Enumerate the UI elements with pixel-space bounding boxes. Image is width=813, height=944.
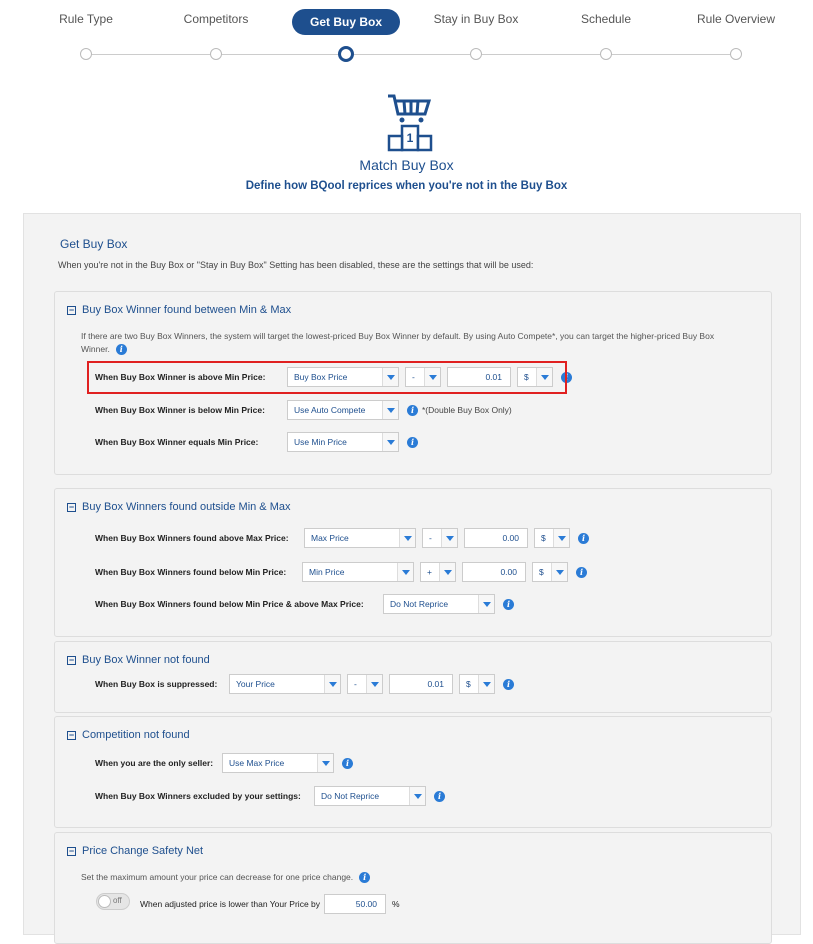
unit-select[interactable]: $ [459,674,495,694]
info-icon[interactable]: i [561,372,572,383]
operator-select[interactable]: - [347,674,383,694]
step-stay-in-buy-box[interactable]: Stay in Buy Box [433,12,519,26]
section-safety-net [54,832,772,944]
step-schedule[interactable]: Schedule [580,12,632,26]
unit-select[interactable]: $ [532,562,568,582]
info-icon[interactable]: i [434,791,445,802]
section-header[interactable] [67,845,203,857]
operator-select[interactable]: - [422,528,458,548]
toggle-knob [98,895,111,908]
only-seller-select[interactable]: Use Max Price [222,753,334,773]
highlight-box [87,361,567,394]
step-dot[interactable] [730,48,742,60]
panel-description: When you're not in the Buy Box or "Stay in Buy Box" Setting has been disabled, these are the settings that will be used: [58,260,534,270]
cart-podium-icon [385,92,435,152]
double-buy-box-note: *(Double Buy Box Only) [422,405,512,415]
row-safety-net: When adjusted price is lower than Your Price by 50.00 % [140,894,400,914]
info-icon[interactable]: i [359,872,370,883]
info-icon[interactable]: i [576,567,587,578]
step-dot[interactable] [470,48,482,60]
auto-compete-select[interactable]: Use Auto Compete [287,400,399,420]
page-subtitle: Define how BQool reprices when you're not in the Buy Box [245,180,568,192]
percent-input[interactable]: 50.00 [324,894,386,914]
collapse-icon[interactable]: − [68,654,75,665]
stepper-line [86,54,736,55]
section-note: Set the maximum amount your price can decrease for one price change. i [81,871,370,884]
section-title: Buy Box Winner found between Min & Max [82,304,292,316]
buy-box-price-select[interactable]: Buy Box Price [287,367,399,387]
row-winner-above-min: When Buy Box Winner is above Min Price: Buy Box Price - 0.01 $ i [95,367,572,387]
step-get-buy-box[interactable]: Get Buy Box [292,9,400,35]
amount-input[interactable]: 0.01 [389,674,453,694]
wizard-stepper [0,0,813,70]
unit-select[interactable]: $ [534,528,570,548]
below-min-select[interactable]: Min Price [302,562,414,582]
percent-unit: % [392,899,400,909]
row-winners-below-min-above-max: When Buy Box Winners found below Min Price & above Max Price: Do Not Reprice i [95,594,514,614]
above-max-select[interactable]: Max Price [304,528,416,548]
section-header[interactable] [67,654,210,666]
unit-select[interactable]: $ [517,367,553,387]
svg-text:1: 1 [406,131,414,145]
below-min-above-max-select[interactable]: Do Not Reprice [383,594,495,614]
excluded-select[interactable]: Do Not Reprice [314,786,426,806]
info-icon[interactable]: i [407,437,418,448]
step-dot-active[interactable] [338,46,354,62]
row-winners-below-min: When Buy Box Winners found below Min Price: Min Price + 0.00 $ i [95,562,587,582]
step-rule-type[interactable]: Rule Type [59,12,113,26]
row-winner-equals-min: When Buy Box Winner equals Min Price: Use Min Price i [95,432,418,452]
row-buy-box-suppressed: When Buy Box is suppressed: Your Price - 0.01 $ i [95,674,514,694]
info-icon[interactable]: i [503,599,514,610]
suppressed-select[interactable]: Your Price [229,674,341,694]
step-dot[interactable] [80,48,92,60]
info-icon[interactable]: i [578,533,589,544]
info-icon[interactable]: i [342,758,353,769]
section-title: Competition not found [82,729,190,741]
collapse-icon[interactable]: − [68,501,75,512]
step-dot[interactable] [600,48,612,60]
collapse-icon[interactable]: − [68,729,75,740]
section-note: If there are two Buy Box Winners, the system will target the lowest-priced Buy Box Winner by default. By using Auto Compete*, you can target the higher-priced Buy Box Winner. i [81,331,715,354]
section-header[interactable] [67,501,290,513]
amount-input[interactable]: 0.00 [462,562,526,582]
info-icon[interactable]: i [503,679,514,690]
safety-net-toggle[interactable]: off [96,893,130,910]
amount-input[interactable]: 0.01 [447,367,511,387]
step-competitors[interactable]: Competitors [183,12,249,26]
info-icon[interactable]: i [407,405,418,416]
row-winners-excluded: When Buy Box Winners excluded by your settings: Do Not Reprice i [95,786,445,806]
row-only-seller: When you are the only seller: Use Max Price i [95,753,353,773]
operator-select[interactable]: + [420,562,456,582]
panel-title: Get Buy Box [60,237,128,251]
collapse-icon[interactable]: − [68,845,75,856]
section-header[interactable] [67,304,291,316]
section-title: Buy Box Winners found outside Min & Max [82,501,291,513]
amount-input[interactable]: 0.00 [464,528,528,548]
step-rule-overview[interactable]: Rule Overview [696,12,776,26]
info-icon[interactable]: i [116,344,127,355]
collapse-icon[interactable]: − [68,304,75,315]
section-header[interactable] [67,729,190,741]
step-dot[interactable] [210,48,222,60]
row-winners-above-max: When Buy Box Winners found above Max Price: Max Price - 0.00 $ i [95,528,589,548]
section-title: Price Change Safety Net [82,845,204,857]
operator-select[interactable]: - [405,367,441,387]
equals-min-select[interactable]: Use Min Price [287,432,399,452]
page-title: Match Buy Box [359,157,454,173]
row-winner-below-min: When Buy Box Winner is below Min Price: Use Auto Compete i *(Double Buy Box Only) [95,400,512,420]
section-title: Buy Box Winner not found [82,654,210,666]
